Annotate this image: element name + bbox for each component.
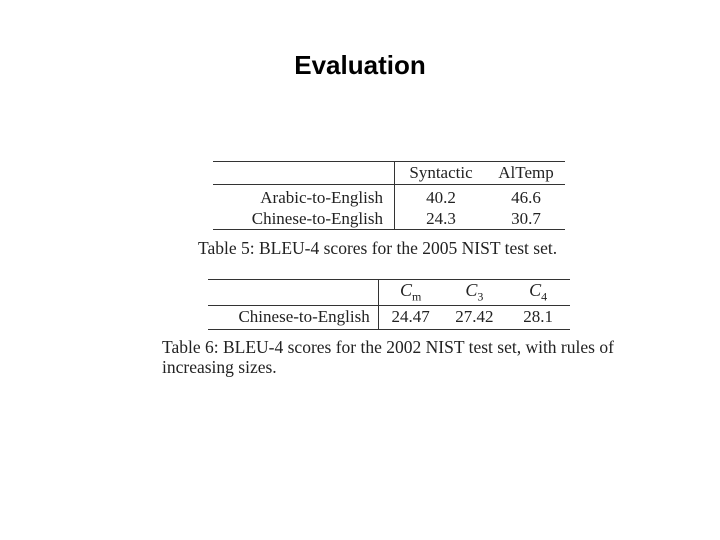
table-6-caption: Table 6: BLEU-4 scores for the 2002 NIST test set, with rules of increasing sizes. — [162, 337, 614, 377]
cell-value: 24.3 — [426, 208, 456, 228]
table-5 — [213, 161, 565, 230]
column-header-subscript: 3 — [477, 289, 484, 304]
column-header — [506, 280, 570, 306]
table-header-row — [213, 162, 565, 185]
column-header — [443, 280, 507, 306]
cell-value: 27.42 — [455, 307, 494, 327]
table-row — [208, 305, 570, 329]
column-header-base: C — [465, 280, 478, 300]
column-header: AlTemp — [487, 162, 565, 185]
row-label: Chinese-to-English — [208, 305, 378, 329]
table-row — [213, 185, 565, 209]
cell-value: 28.1 — [523, 307, 553, 327]
column-header-subscript: m — [411, 289, 422, 304]
column-header-base: C — [529, 280, 542, 300]
column-header-base: C — [399, 280, 412, 300]
cell-value: 46.6 — [511, 187, 541, 207]
table-header-row — [208, 280, 570, 306]
table-6 — [208, 279, 570, 330]
row-label: Chinese-to-English — [213, 208, 395, 230]
corner-cell — [213, 162, 395, 185]
table-5-caption: Table 5: BLEU-4 scores for the 2005 NIST test set. — [198, 238, 558, 258]
column-header: Syntactic — [395, 162, 488, 185]
column-header — [378, 280, 442, 306]
cell-value: 24.47 — [391, 307, 430, 327]
cell-value: 40.2 — [426, 187, 456, 207]
slide-title: Evaluation — [294, 50, 426, 80]
cell-value: 30.7 — [511, 208, 541, 228]
row-label: Arabic-to-English — [213, 185, 395, 209]
table-row — [213, 208, 565, 230]
column-header-subscript: 4 — [541, 289, 548, 304]
corner-cell — [208, 280, 378, 306]
